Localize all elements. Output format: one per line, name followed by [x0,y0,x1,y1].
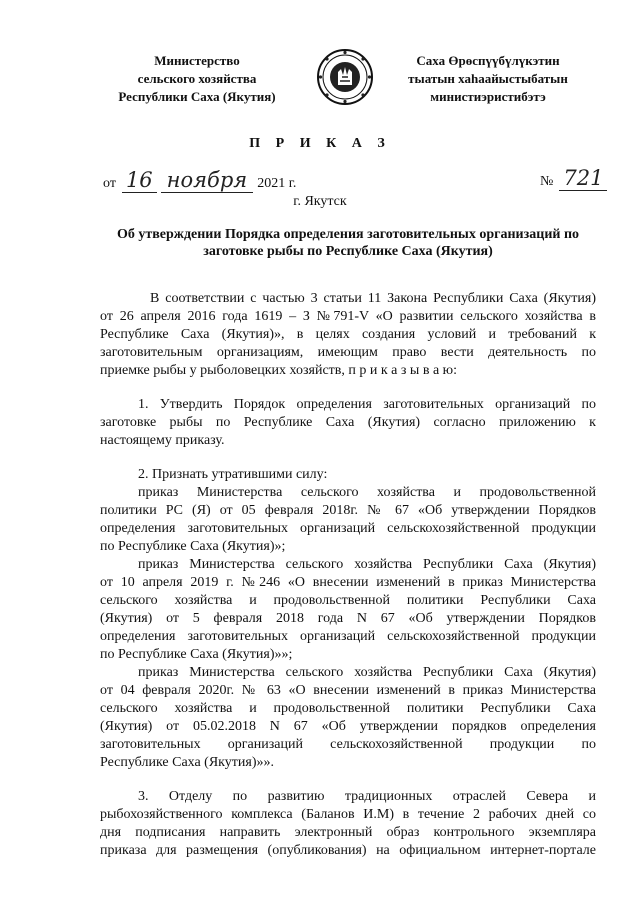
order-date [103,168,296,193]
ministry-name-ru-line: сельского хозяйства [137,71,257,86]
body-line: определения заготовительных организаций сельскохозяйственной продукции [100,629,596,644]
order-number [540,166,607,191]
body-line: по Республике Саха (Якутия)»; [100,539,286,554]
ministry-name-ru-line: Министерство [154,53,240,68]
date-prefix: от [103,176,116,191]
body-line: Республике Саха (Якутия)»». [100,755,275,770]
body-line: политики РС (Я) от 05 февраля 2018г. № 67 «Об утверждении Порядков [100,503,596,518]
date-month-handwritten: ноября [161,168,254,193]
subject-line: заготовке рыбы по Республике Саха (Якутия) [203,244,493,259]
document-subject [100,226,596,260]
body-line: от 04 февраля 2020г. № 63 «О внесении изменений в приказ Министерства [100,683,596,698]
body-line: Республике Саха (Якутия)», в целях создания условий и требований к [100,327,596,342]
body-line: заготовке рыбы по Республике Саха (Якутия) согласно приложению к [100,415,596,430]
body-line: сельского хозяйства и продовольственной политики Республики Саха [100,593,596,608]
body-line: В соответствии с частью 3 статьи 11 Закона Республики Саха (Якутия) [150,291,596,306]
body-line: сельского хозяйства и продовольственной политики Республики Саха [100,701,596,716]
ministry-name-sah-line: тыатын хаһаайыстыбатын [408,71,568,86]
body-line: (Якутия) от 5 февраля 2018 года N 67 «Об утверждении Порядков [100,611,596,626]
body-line: 2. Признать утратившими силу: [138,467,328,482]
body-line: 3. Отделу по развитию традиционных отраслей Севера и [138,789,596,804]
number-handwritten: 721 [559,166,607,191]
number-prefix: № [540,174,554,189]
emblem-icon [316,48,374,106]
body-line: рыбохозяйственного комплекса (Баланов И.М) в течение 2 рабочих дней со [100,807,596,822]
body-line: 1. Утвердить Порядок определения заготовительных организаций по [138,397,596,412]
body-line: приказ Министерства сельского хозяйства Республики Саха (Якутия) [138,665,596,680]
ministry-name-yakut [388,52,588,106]
body-line: заготовительным организациям, имеющим право вести деятельность по [100,345,596,360]
body-line: заготовительных организаций сельскохозяйственной продукции по [100,737,596,752]
date-day-handwritten: 16 [122,168,157,193]
date-year: 2021 г. [257,176,297,191]
document-title: П Р И К А З [249,136,391,151]
body-line: приемке рыбы у рыболовецких хозяйств, п р и к а з ы в а ю: [100,363,457,378]
ministry-name-ru-line: Республики Саха (Якутия) [118,89,276,104]
body-line: от 26 апреля 2016 года 1619 – З №791-V «О развитии сельского хозяйства в [100,309,596,324]
ministry-name-russian [92,52,302,106]
subject-line: Об утверждении Порядка определения заготовительных организаций по [116,227,580,242]
body-line: (Якутия) от 05.02.2018 N 67 «Об утверждении порядков определения [100,719,596,734]
body-line: приказ Министерства сельского хозяйства и продовольственной [138,485,596,500]
body-line: приказ Министерства сельского хозяйства Республики Саха (Якутия) [138,557,596,572]
body-line: дня подписания направить электронный образ контрольного экземпляра [100,825,596,840]
body-line: от 10 апреля 2019 г. №246 «О внесении изменений в приказ Министерства [100,575,596,590]
ministry-name-sah-line: Саха Өрөспүүбүлүкэтин [416,53,560,68]
body-line: определения заготовительных организаций сельскохозяйственной продукции [100,521,596,536]
body-line: по Республике Саха (Якутия)»»; [100,647,293,662]
ministry-name-sah-line: министиэристибэтэ [430,89,546,104]
body-line: приказа для размещения (опубликования) на официальном интернет-портале [100,843,596,858]
body-line: настоящему приказу. [100,433,225,448]
city: г. Якутск [293,194,347,209]
